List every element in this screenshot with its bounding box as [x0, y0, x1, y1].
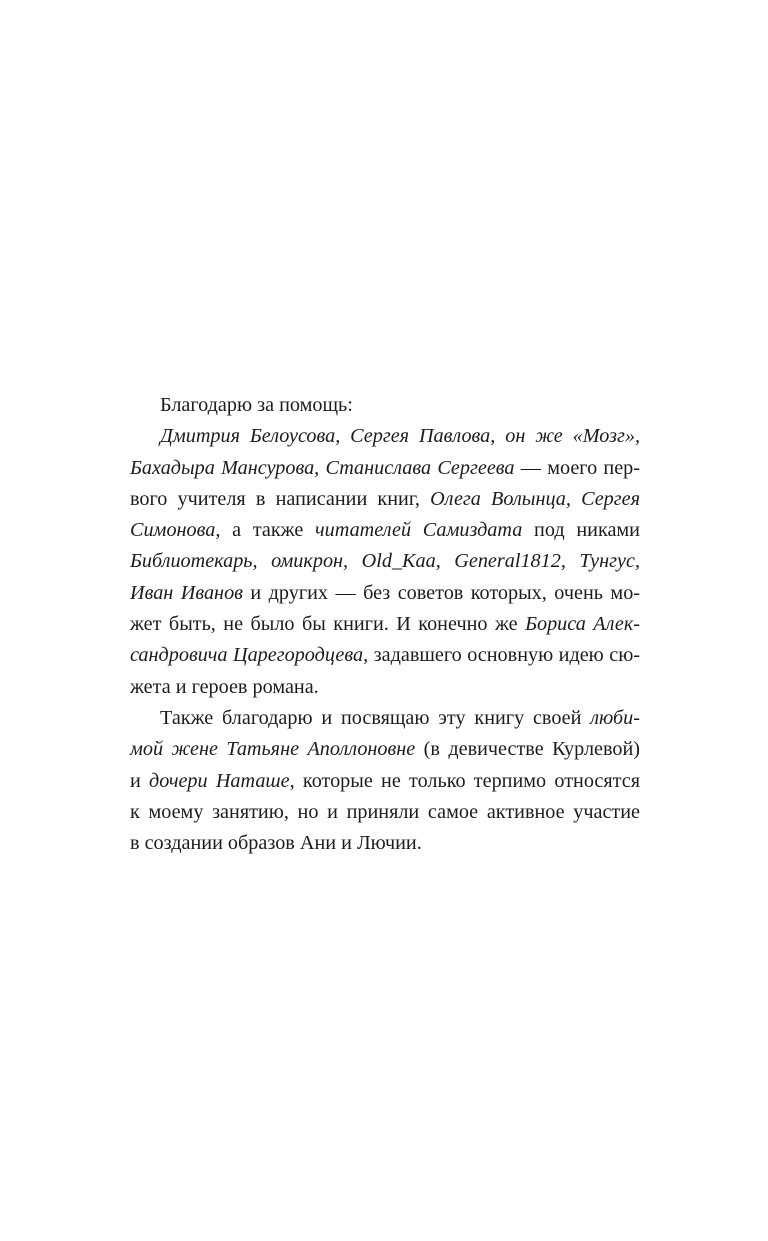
paragraph-1-line-8: сандровича Царегородцева, задавшего основную идею сю- [130, 644, 641, 667]
paragraph-1-line-1: Дмитрия Белоусова, Сергея Павлова, он же «Мозг», [160, 425, 640, 448]
paragraph-1-line-9: жета и героев романа. [130, 675, 319, 698]
paragraph-1-line-7: жет быть, не было бы книги. И конечно же Бориса Алек- [130, 613, 641, 636]
paragraph-2-line-1: Также благодарю и посвящаю эту книгу своей люби- [160, 706, 640, 729]
paragraph-2-line-5: в создании образов Ани и Лючии. [130, 832, 422, 855]
paragraph-1-line-5: Библиотекарь, омикрон, Old_Kaa, General1812, Тунгус, [130, 550, 640, 573]
paragraph-2-line-2: мой жене Татьяне Аполлоновне (в девичестве Курлевой) [130, 738, 640, 761]
paragraph-1-line-6: Иван Иванов и других — без советов которых, очень мо- [130, 581, 641, 604]
paragraph-1-line-2: Бахадыра Мансурова, Станислава Сергеева — моего пер- [130, 456, 640, 479]
paragraph-1-line-3: вого учителя в написании книг, Олега Волынца, Сергея [130, 487, 640, 510]
paragraph-2-line-3: и дочери Наташе, которые не только терпимо относятся [130, 769, 640, 792]
paragraph-1-line-4: Симонова, а также читателей Самиздата под никами [130, 519, 640, 542]
acknowledgement-text [130, 390, 640, 859]
acknowledgement-heading: Благодарю за помощь: [160, 394, 353, 416]
paragraph-2-line-4: к моему занятию, но и приняли самое активное участие [130, 800, 640, 823]
